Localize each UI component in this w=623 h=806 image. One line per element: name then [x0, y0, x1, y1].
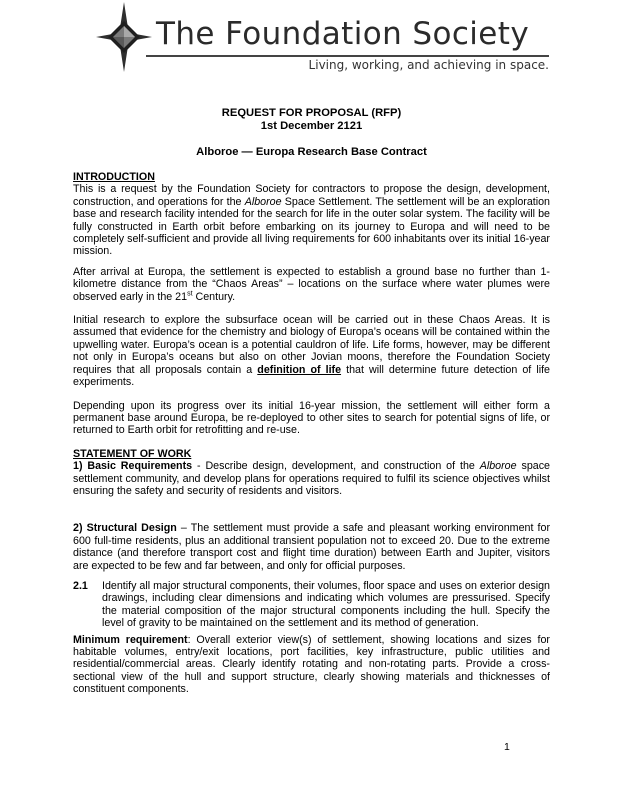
intro-paragraph-4: Depending upon its progress over its initial 16-year mission, the settlement will either form a permanent base around Europa, be re-deployed to other sites to search for potential signs of life, or returned to Earth orbit for retrofitting and re-use.: [73, 399, 550, 437]
document-date: 1st December 2121: [260, 120, 363, 132]
star-compass-logo: [96, 2, 152, 72]
statement-of-work-heading: STATEMENT OF WORK: [73, 447, 192, 460]
basic-requirements-paragraph: 1) Basic Requirements - Describe design, development, and construction of the Alboroe space settlement community, and develop plans for operations required to fulfil its science objectives whilst ensuring the safety and security of residents and visitors.: [73, 460, 550, 497]
intro-paragraph-2: After arrival at Europa, the settlement is expected to establish a ground base no further than 1-kilometre distance from the “Chaos Areas” – locations on the surface where water plumes were observed early in the 21st Century.: [73, 265, 550, 303]
intro-paragraph-1: This is a request by the Foundation Society for contractors to propose the design, development, construction, and operations for the Alboroe Space Settlement. The settlement will be an exploration base and research facility intended for the search for life in the outer solar system. The facility will be fully constructed in Earth orbit before embarking on its journey to Europa and will need to be completely self-sufficient and provide all living requirements for 600 inhabitants over its initial 16-year mission.: [73, 183, 550, 258]
header-rule: [146, 55, 549, 57]
item-text: Identify all major structural components, their volumes, floor space and uses on exterior design drawings, including clear dimensions and indicating which volumes are pressurised. Specify the material composition of the major structural components including the hull. Specify the level of gravity to be maintained on the settlement and its method of generation.: [102, 579, 550, 630]
document-title: REQUEST FOR PROPOSAL (RFP): [221, 107, 402, 119]
minimum-requirement-paragraph: Minimum requirement: Overall exterior view(s) of settlement, showing locations and sizes for habitable volumes, entry/exit locations, port facilities, key infrastructure, public utilities and residential/commercial areas. Clearly identify rotating and non-rotating parts. Provide a cross-sectional view of the hull and support structure, clearly showing materials and thicknesses of constituent components.: [73, 633, 550, 696]
intro-paragraph-3: Initial research to explore the subsurface ocean will be carried out in these Chaos Areas. It is assumed that evidence for the chemistry and biology of Europa’s oceans will be contained within the upwelling water. Europa’s ocean is a potential cauldron of life. Life forms, however, may be different not only in Europa’s oceans but also on other Jovian moons, therefore the Foundation Society requires that all proposals contain a definition of life that will determine future detection of life experiments.: [73, 314, 550, 389]
structural-design-paragraph: 2) Structural Design – The settlement must provide a safe and pleasant working environment for 600 full-time residents, plus an additional transient population not to exceed 20. Due to the extreme distance (and therefore transport cost and flight time duration) between Earth and Jupiter, visitors are expected to be few and far between, and only for official purposes.: [73, 522, 551, 572]
document-body: [73, 171, 550, 696]
letterhead: [96, 2, 551, 76]
page-number: 1: [504, 741, 510, 753]
introduction-heading: INTRODUCTION: [73, 171, 155, 183]
organization-name: The Foundation Society: [156, 16, 530, 52]
contract-title: Alboroe — Europa Research Base Contract: [196, 146, 427, 158]
requirement-item-2-1: [73, 580, 550, 630]
tagline: Living, working, and achieving in space.: [308, 58, 549, 72]
item-number: 2.1: [73, 579, 88, 592]
definition-of-life-emphasis: definition of life: [257, 363, 342, 376]
